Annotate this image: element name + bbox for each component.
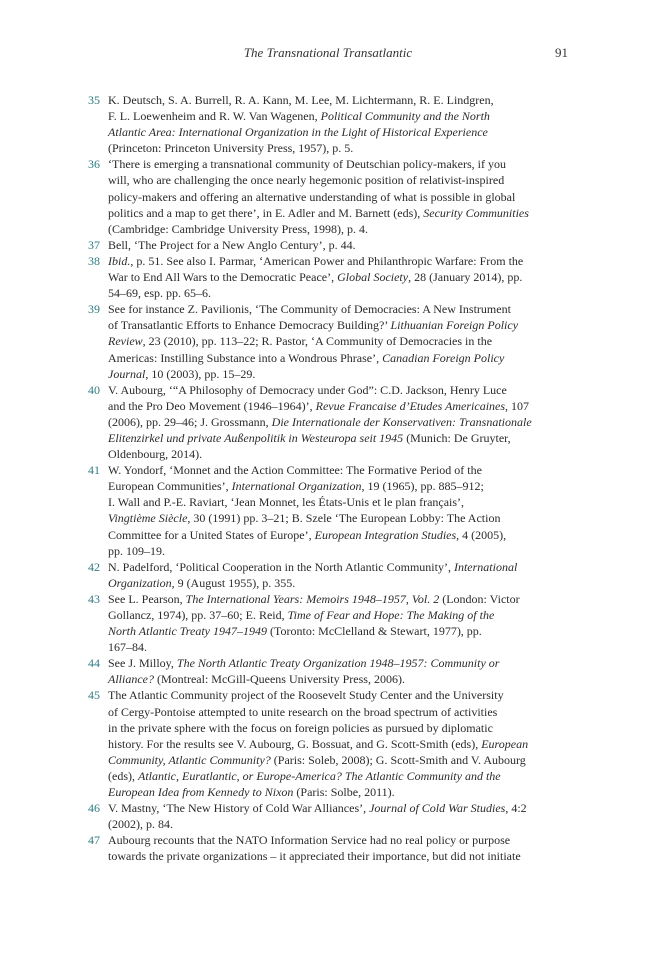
endnote-line: Aubourg recounts that the NATO Information Service had no real policy or purpose	[108, 833, 511, 848]
endnote-line: War to End All Wars to the Democratic Peace’, Global Society, 28 (January 2014), pp.	[108, 270, 523, 285]
endnote-line: pp. 109–19.	[108, 543, 165, 558]
endnote-number: 37	[88, 237, 100, 252]
endnote-line: (eds), Atlantic, Euratlantic, or Europe-America? The Atlantic Community and the	[108, 768, 501, 783]
endnote-line: The Atlantic Community project of the Roosevelt Study Center and the University	[108, 688, 504, 703]
endnote-text	[108, 156, 568, 236]
endnote-line: V. Mastny, ‘The New History of Cold War Alliances’, Journal of Cold War Studies, 4:2	[108, 801, 527, 816]
endnote-line: Journal, 10 (2003), pp. 15–29.	[108, 366, 256, 381]
endnote-text	[108, 591, 568, 655]
endnote-line: policy-makers and offering an alternative understanding of what is possible in global	[108, 189, 516, 204]
endnote-line: Bell, ‘The Project for a New Anglo Century’, p. 44.	[108, 237, 356, 252]
endnote-line: in the private sphere with the focus on foreign policies as pursued by diplomatic	[108, 720, 493, 735]
endnote-line: Gollancz, 1974), pp. 37–60; E. Reid, Time of Fear and Hope: The Making of the	[108, 608, 495, 622]
endnote-line: of Cergy-Pontoise attempted to unite research on the broad spectrum of activities	[108, 704, 498, 719]
endnote-line: Ibid., p. 51. See also I. Parmar, ‘American Power and Philanthropic Warfare: From the	[108, 253, 524, 268]
endnote-number: 46	[88, 801, 100, 816]
endnote-text	[108, 382, 568, 462]
endnote-line: V. Aubourg, ‘“A Philosophy of Democracy under God”: C.D. Jackson, Henry Luce	[108, 382, 507, 397]
endnote-text	[108, 253, 568, 301]
endnote-line: N. Padelford, ‘Political Cooperation in the North Atlantic Community’, International	[108, 559, 518, 574]
endnote-number: 47	[88, 833, 100, 848]
endnote-line: (Princeton: Princeton University Press, 1957), p. 5.	[108, 141, 354, 156]
endnote-line: North Atlantic Treaty 1947–1949 (Toronto: McClelland & Stewart, 1977), pp.	[108, 624, 482, 639]
endnote-number: 35	[88, 93, 100, 107]
endnotes-list	[88, 92, 568, 865]
endnote-line: Committee for a United States of Europe’, European Integration Studies, 4 (2005),	[108, 527, 507, 542]
endnote-number: 38	[88, 253, 100, 268]
running-title: The Transnational Transatlantic	[243, 45, 413, 60]
page-number: 91	[555, 45, 568, 60]
endnote-47	[88, 832, 568, 864]
endnote-41	[88, 462, 568, 559]
endnote-line: politics and a map to get there’, in E. Adler and M. Barnett (eds), Security Communities	[108, 205, 529, 220]
endnote-text	[108, 687, 568, 800]
endnote-line: See J. Milloy, The North Atlantic Treaty Organization 1948–1957: Community or	[108, 656, 500, 671]
endnote-line: will, who are challenging the once nearly hegemonic position of relativist-inspired	[108, 173, 505, 188]
endnote-line: Atlantic Area: International Organization in the Light of Historical Experience	[108, 125, 488, 140]
endnote-line: towards the private organizations – it appreciated their importance, but did not initiate	[108, 849, 521, 864]
endnote-number: 45	[88, 688, 100, 703]
endnote-text	[108, 462, 568, 559]
endnote-line: Alliance? (Montreal: McGill-Queens University Press, 2006).	[108, 672, 405, 687]
endnote-42	[88, 559, 568, 591]
endnote-line: See L. Pearson, The International Years: Memoirs 1948–1957, Vol. 2 (London: Victor	[108, 591, 520, 606]
endnote-line: European Communities’, International Organization, 19 (1965), pp. 885–912;	[108, 479, 484, 494]
running-head	[88, 45, 568, 65]
endnote-text	[108, 800, 568, 832]
endnote-number: 42	[88, 559, 100, 574]
endnote-text	[108, 832, 568, 864]
endnote-39	[88, 301, 568, 381]
endnote-text	[108, 237, 568, 253]
endnote-line: (Cambridge: Cambridge University Press, 1998), p. 4.	[108, 221, 368, 236]
endnote-43	[88, 591, 568, 655]
endnote-line: W. Yondorf, ‘Monnet and the Action Committee: The Formative Period of the	[108, 463, 482, 478]
endnote-line: K. Deutsch, S. A. Burrell, R. A. Kann, M. Lee, M. Lichtermann, R. E. Lindgren,	[108, 93, 494, 107]
endnote-line: (2002), p. 84.	[108, 817, 173, 832]
endnote-line: Americas: Instilling Substance into a Wondrous Phrase’, Canadian Foreign Policy	[108, 350, 505, 365]
endnote-46	[88, 800, 568, 832]
endnote-number: 40	[88, 382, 100, 397]
endnote-line: Oldenbourg, 2014).	[108, 447, 203, 462]
endnote-number: 36	[88, 157, 100, 172]
endnote-text	[108, 301, 568, 381]
endnote-line: ‘There is emerging a transnational community of Deutschian policy-makers, if you	[108, 157, 506, 172]
endnote-line: and the Pro Deo Movement (1946–1964)’, Revue Francaise d’Etudes Americaines, 107	[108, 398, 530, 413]
endnote-line: See for instance Z. Pavilionis, ‘The Community of Democracies: A New Instrument	[108, 302, 511, 317]
endnote-line: of Transatlantic Efforts to Enhance Democracy Building?’ Lithuanian Foreign Policy	[108, 318, 519, 333]
endnote-line: European Idea from Kennedy to Nixon (Paris: Solbe, 2011).	[108, 785, 395, 800]
endnote-40	[88, 382, 568, 462]
endnote-number: 39	[88, 302, 100, 317]
endnote-36	[88, 156, 568, 236]
endnote-text	[108, 559, 568, 591]
endnote-number: 43	[88, 591, 100, 606]
endnote-38	[88, 253, 568, 301]
endnote-37	[88, 237, 568, 253]
endnote-line: Review, 23 (2010), pp. 113–22; R. Pastor, ‘A Community of Democracies in the	[108, 334, 493, 349]
endnote-line: Elitenzirkel und private Außenpolitik in Westeuropa seit 1945 (Munich: De Gruyter,	[108, 430, 511, 445]
endnote-line: Vingtième Siècle, 30 (1991) pp. 3–21; B. Szele ‘The European Lobby: The Action	[108, 511, 501, 526]
endnote-line: F. L. Loewenheim and R. W. Van Wagenen, Political Community and the North	[108, 109, 490, 124]
endnote-line: 167–84.	[108, 640, 147, 655]
endnote-line: Organization, 9 (August 1955), p. 355.	[108, 575, 296, 590]
endnote-text	[108, 92, 568, 156]
endnote-number: 44	[88, 656, 100, 671]
endnote-line: Community, Atlantic Community? (Paris: Soleb, 2008); G. Scott-Smith and V. Aubourg	[108, 752, 526, 767]
endnote-text	[108, 655, 568, 687]
endnote-44	[88, 655, 568, 687]
endnote-45	[88, 687, 568, 800]
endnote-number: 41	[88, 463, 100, 478]
endnote-line: history. For the results see V. Aubourg, G. Bossuat, and G. Scott-Smith (eds), European	[108, 736, 529, 751]
endnote-line: 54–69, esp. pp. 65–6.	[108, 286, 211, 301]
endnote-line: (2006), pp. 29–46; J. Grossmann, Die Internationale der Konservativen: Transnationale	[108, 414, 532, 429]
endnote-line: I. Wall and P.-E. Raviart, ‘Jean Monnet, les États-Unis et le plan français’,	[108, 495, 465, 510]
endnote-35	[88, 92, 568, 156]
